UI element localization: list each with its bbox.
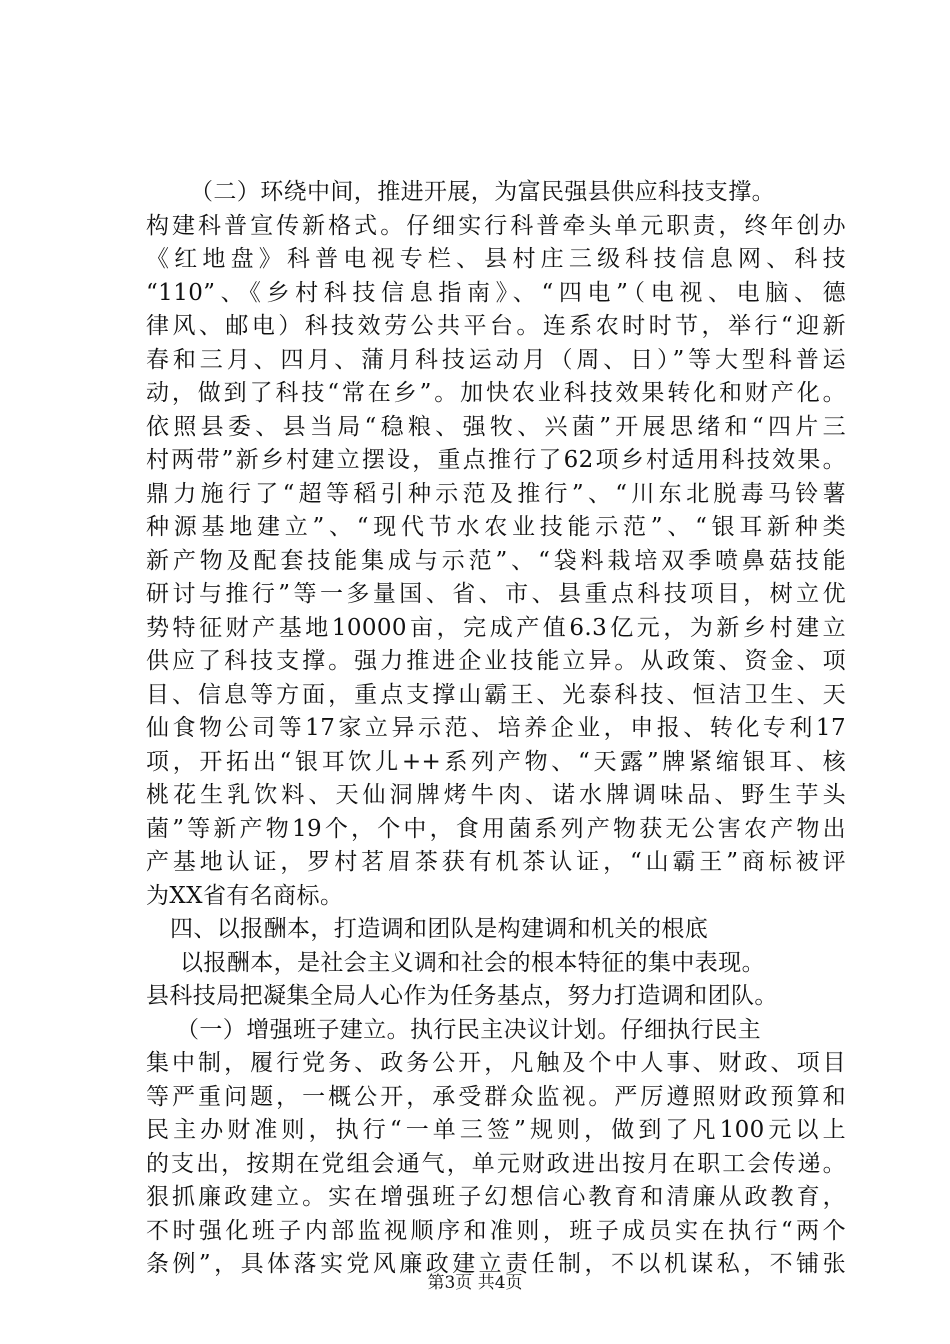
text-line: 县科技局把凝集全局人心作为任务基点，努力打造调和团队。 <box>146 983 778 1009</box>
text-line: 等严重问题，一概公开，承受群众监视。严厉遵照财政预算和 <box>146 1083 846 1110</box>
text-line: 集中制，履行党务、政务公开，凡触及个中人事、财政、项目 <box>146 1050 846 1076</box>
text-line: 势特征财产基地10000亩，完成产值6.3亿元，为新乡村建立 <box>146 614 846 641</box>
text-line: “110”、《乡村科技信息指南》、“四电”（电视、电脑、德 <box>146 279 846 306</box>
text-line: 目、信息等方面，重点支撑山霸王、光泰科技、恒洁卫生、天 <box>146 681 846 708</box>
text-line: 供应了科技支撑。强力推进企业技能立异。从政策、资金、项 <box>146 648 846 674</box>
text-line: 律风、邮电）科技效劳公共平台。连系农时时节，举行“迎新 <box>146 313 846 339</box>
text-line: 仙食物公司等17家立异示范、培养企业，申报、转化专利17 <box>146 715 846 741</box>
text-line: 民主办财准则，执行“一单三签”规则，做到了凡100元以上 <box>146 1117 846 1143</box>
text-line: 构建科普宣传新格式。仔细实行科普牵头单元职责，终年创办 <box>146 212 846 239</box>
text-line: 桃花生乳饮料、天仙洞牌烤牛肉、诺水牌调味品、野生芋头 <box>146 782 846 808</box>
text-line: 春和三月、四月、蒲月科技运动月（周、日）”等大型科普运 <box>146 346 846 373</box>
text-line: 鼎力施行了“超等稻引种示范及推行”、“川东北脱毒马铃薯 <box>146 480 846 507</box>
text-line: 菌”等新产物19个，个中，食用菌系列产物获无公害农产物出 <box>146 815 846 842</box>
page-number-footer: 第3页 共4页 <box>427 1273 523 1293</box>
text-line: 条例”，具体落实党风廉政建立责任制，不以机谋私，不铺张 <box>146 1251 846 1277</box>
text-line: 研讨与推行”等一多量国、省、市、县重点科技项目，树立优 <box>146 581 846 607</box>
text-line: 产基地认证，罗村茗眉茶获有机茶认证，“山霸王”商标被评 <box>146 849 846 875</box>
text-line: 为XX省有名商标。 <box>146 882 344 909</box>
text-line: 种源基地建立”、“现代节水农业技能示范”、“银耳新种类 <box>146 514 846 540</box>
text-line: 村两带”新乡村建立摆设，重点推行了62项乡村适用科技效果。 <box>146 447 846 473</box>
text-line: 不时强化班子内部监视顺序和准则，班子成员实在执行“两个 <box>146 1217 846 1244</box>
section-heading: 四、以报酬本，打造调和团队是构建调和机关的根底 <box>170 916 709 942</box>
text-line: 狠抓廉政建立。实在增强班子幻想信心教育和清廉从政教育， <box>146 1184 846 1210</box>
document-body <box>146 176 846 1282</box>
text-line: 的支出，按期在党组会通气，单元财政进出按月在职工会传递。 <box>146 1150 846 1177</box>
text-line: 新产物及配套技能集成与示范”、“袋料栽培双季喷鼻菇技能 <box>146 547 846 574</box>
text-line: 依照县委、县当局“稳粮、强牧、兴菌”开展思绪和“四片三 <box>146 413 846 440</box>
text-line: （一）增强班子建立。执行民主决议计划。仔细执行民主 <box>176 1016 761 1043</box>
text-line: （二）环绕中间，推进开展，为富民强县供应科技支撑。 <box>190 179 775 205</box>
text-line: 以报酬本，是社会主义调和社会的根本特征的集中表现。 <box>180 949 765 976</box>
text-line: 项，开拓出“银耳饮儿++系列产物、“天露”牌紧缩银耳、核 <box>146 748 846 775</box>
text-line: 《红地盘》科普电视专栏、县村庄三级科技信息网、科技 <box>146 246 846 272</box>
text-line: 动，做到了科技“常在乡”。加快农业科技效果转化和财产化。 <box>146 380 846 406</box>
